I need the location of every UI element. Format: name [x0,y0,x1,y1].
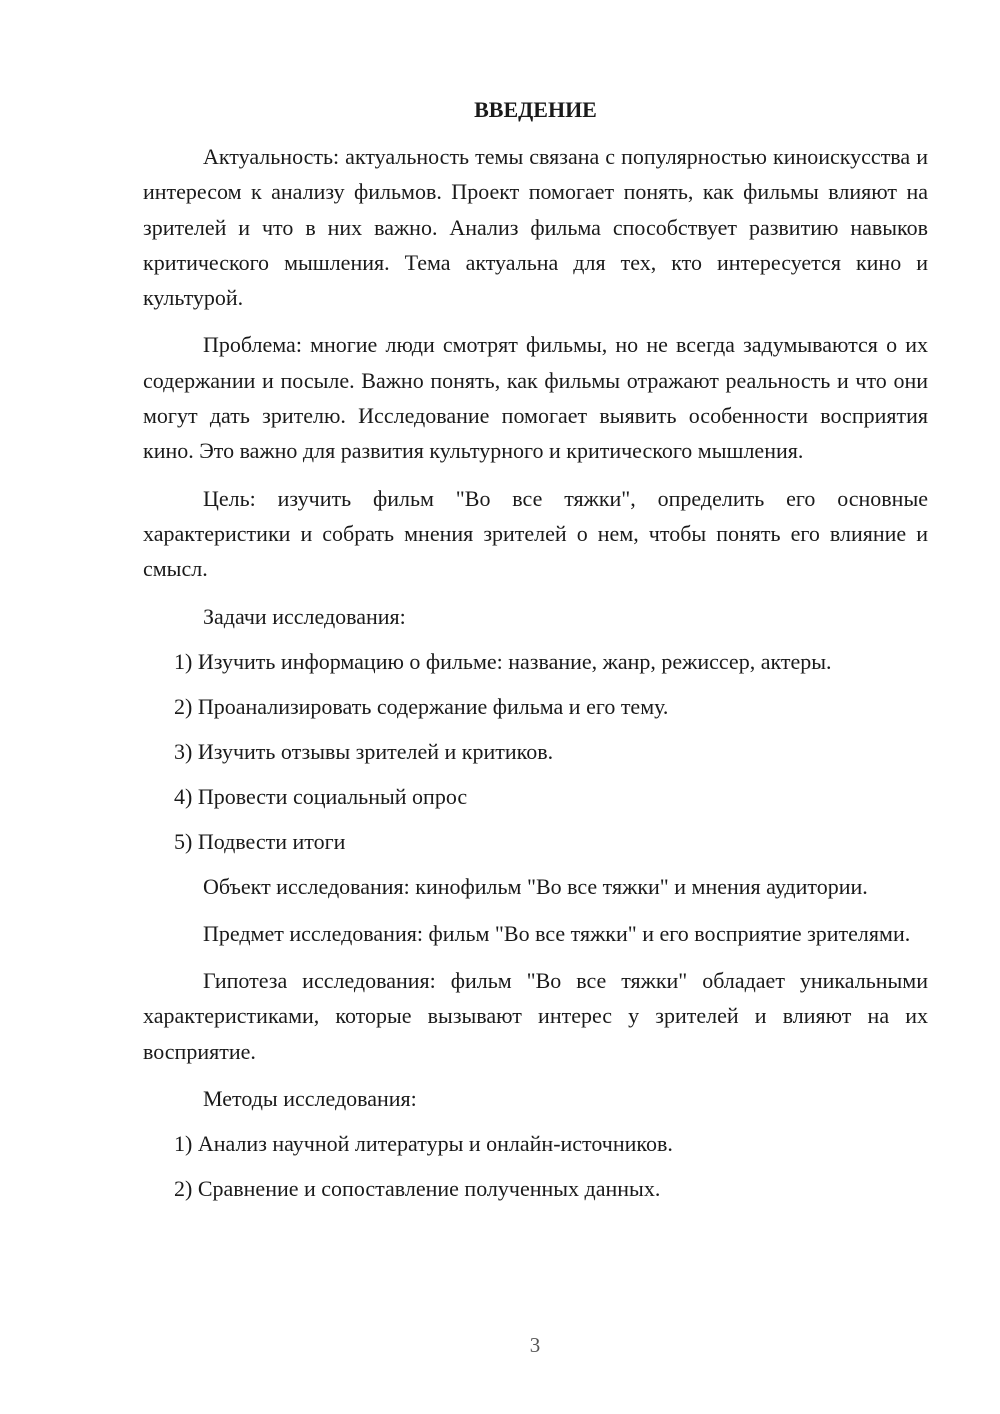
list-item: 2) Сравнение и сопоставление полученных данных. [174,1176,661,1202]
subject-paragraph: Предмет исследования: фильм "Во все тяжки" и его восприятие зрителями. [203,920,911,946]
page-title: ВВЕДЕНИЕ [474,97,597,122]
hypothesis-paragraph: Гипотеза исследования: фильм "Во все тяжки" обладает уникальными характеристиками, которые вызывают интерес у зрителей и влияют на их восприятие. [143,968,928,1064]
list-item: 1) Изучить информацию о фильме: название, жанр, режиссер, актеры. [174,648,832,674]
page-content [143,92,928,1216]
list-item: 4) Провести социальный опрос [174,783,468,809]
list-item: 5) Подвести итоги [174,828,346,854]
page-number: 3 [529,1333,541,1357]
tasks-list [143,644,928,859]
problem-paragraph: Проблема: многие люди смотрят фильмы, но не всегда задумываются о их содержании и посыле. Важно понять, как фильмы отражают реальность и что они могут дать зрителю. Исследование помогает выявить особенности восприятия кино. Это важно для развития культурного и критического мышления. [143,332,928,464]
object-paragraph: Объект исследования: кинофильм "Во все тяжки" и мнения аудитории. [203,873,868,899]
relevance-paragraph: Актуальность: актуальность темы связана с популярностью киноискусства и интересом к анализу фильмов. Проект помогает понять, как фильмы влияют на зрителей и что в них важно. Анализ фильма способствует развитию навыков критического мышления. Тема актуальна для тех, кто интересуется кино и культурой. [143,144,928,311]
list-item: 2) Проанализировать содержание фильма и его тему. [174,693,669,719]
methods-heading: Методы исследования: [203,1086,417,1112]
methods-list [143,1126,928,1206]
list-item: 1) Анализ научной литературы и онлайн-источников. [174,1131,673,1157]
goal-paragraph: Цель: изучить фильм "Во все тяжки", определить его основные характеристики и собрать мнения зрителей о нем, чтобы понять его влияние и смысл. [143,485,928,582]
tasks-heading: Задачи исследования: [203,603,406,629]
list-item: 3) Изучить отзывы зрителей и критиков. [174,738,554,764]
